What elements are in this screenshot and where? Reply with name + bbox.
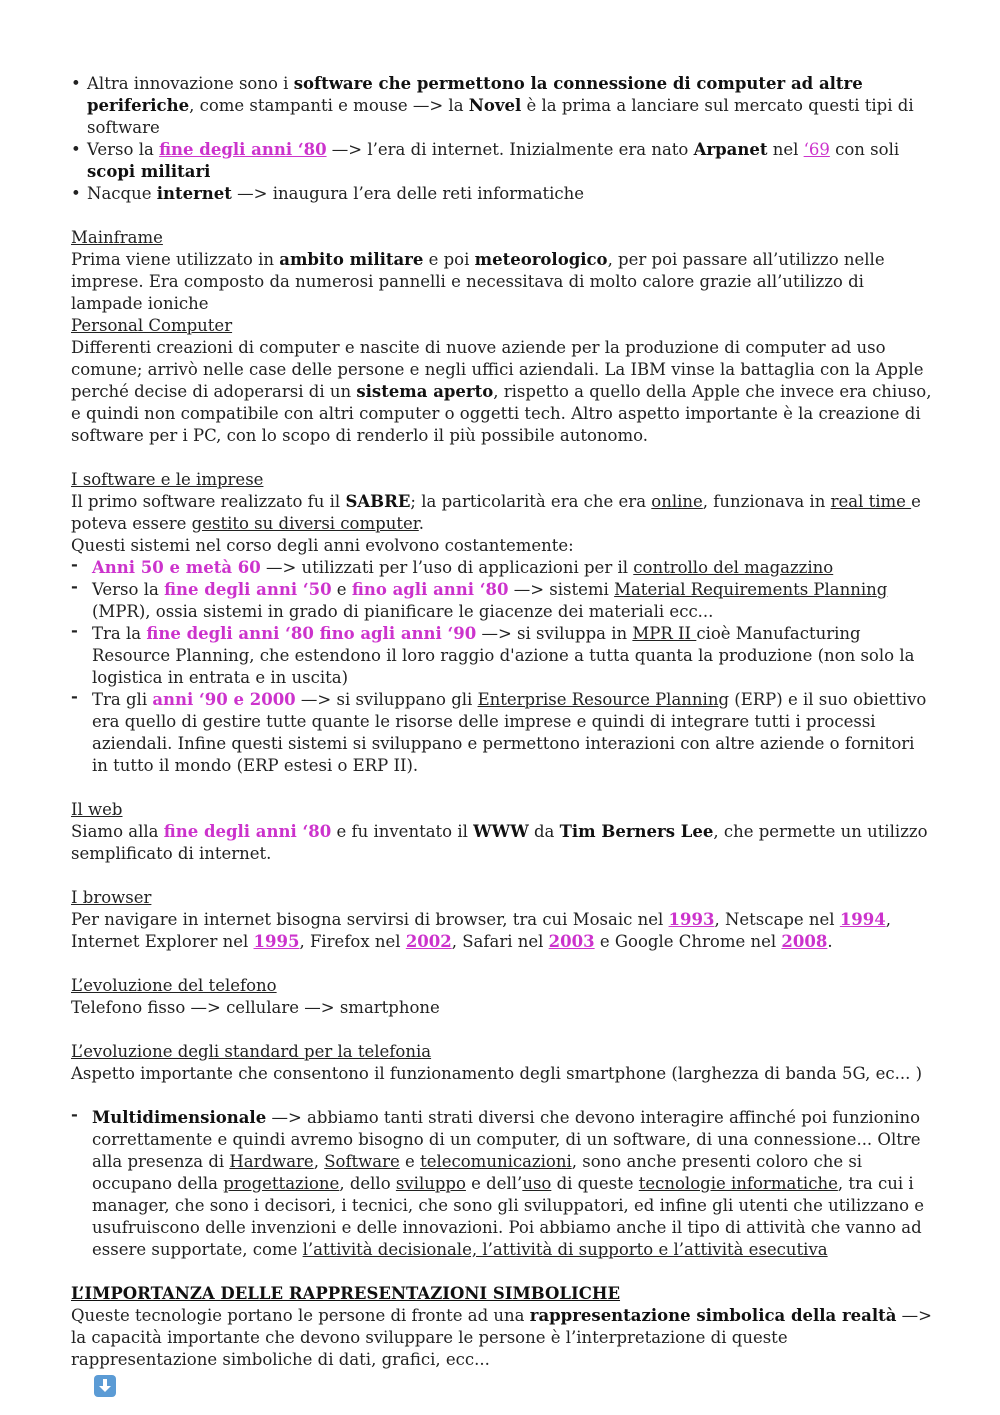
list-item: - Tra la fine degli anni ‘80 fino agli anni ‘90 —> si sviluppa in MPR II cioè Manufacturing Resource Planning, che estendono il loro raggio d'azione a tutta quanta la produzione (non solo la logistica in entrata e in uscita) [71,623,933,689]
paragraph-browser: Per navigare in internet bisogna servirsi di browser, tra cui Mosaic nel 1993, Netscape nel 1994, Internet Explorer nel 1995, Firefox nel 2002, Safari nel 2003 e Google Chrome nel 2008. [71,910,891,951]
section-heading-mainframe: Mainframe [71,228,163,247]
year-link-2003[interactable]: 2003 [548,932,595,951]
section-heading-web: Il web [71,800,123,819]
section-heading-browser: I browser [71,888,152,907]
section-heading-symbolic: L’IMPORTANZA DELLE RAPPRESENTAZIONI SIMBOLICHE [71,1284,621,1303]
section-heading-software: I software e le imprese [71,470,264,489]
document-page [71,73,933,1401]
year-link-1995[interactable]: 1995 [253,932,300,951]
down-arrow-icon [94,1375,116,1397]
paragraph-personal-computer: Differenti creazioni di computer e nascite di nuove aziende per la produzione di computer ad uso comune; arrivò nelle case delle persone e negli uffici aziendali. La IBM vinse la battaglia con la Apple perché decise di adoperarsi di un sistema aperto, rispetto a quello della Apple che invece era chiuso, e quindi non compatibile con altri computer o oggetti tech. Altro aspetto importante è la creazione di software per i PC, con lo scopo di renderlo il più possibile autonomo. [71,338,932,445]
year-link-2002[interactable]: 2002 [405,932,452,951]
paragraph-mainframe: Prima viene utilizzato in ambito militare e poi meteorologico, per poi passare all’utilizzo nelle imprese. Era composto da numerosi pannelli e necessitava di molto calore grazie all’utilizzo di lampade ioniche [71,250,885,313]
paragraph-symbolic: Queste tecnologie portano le persone di fronte ad una rappresentazione simbolica della realtà —> la capacità importante che devono sviluppare le persone è l’interpretazione di queste rappresentazione simboliche di dati, grafici, ecc... [71,1306,933,1369]
list-item: - Anni 50 e metà 60 —> utilizzati per l’uso di applicazioni per il controllo del magazzino [71,557,933,579]
paragraph-software: Il primo software realizzato fu il SABRE; la particolarità era che era online, funzionava in real time e poteva essere gestito su diversi computer. [71,492,921,533]
software-evolution-list [71,557,933,777]
year-link-2008[interactable]: 2008 [781,932,828,951]
list-item: • Altra innovazione sono i software che permettono la connessione di computer ad altre periferiche, come stampanti e mouse —> la Novel è la prima a lanciare sul mercato questi tipi di software [71,73,933,139]
year-link-1994[interactable]: 1994 [839,910,886,929]
section-heading-personal-computer: Personal Computer [71,316,233,335]
paragraph-standards: Aspetto importante che consentono il funzionamento degli smartphone (larghezza di banda 5G, ec... ) [71,1064,923,1083]
section-heading-standards: L’evoluzione degli standard per la telefonia [71,1042,432,1061]
intro-bullet-list [71,73,933,205]
list-item: - Verso la fine degli anni ‘50 e fino agli anni ‘80 —> sistemi Material Requirements Planning (MPR), ossia sistemi in grado di pianificare le giacenze dei materiali ecc... [71,579,933,623]
link-69[interactable]: ‘69 [803,140,830,159]
paragraph-software-evolution: Questi sistemi nel corso degli anni evolvono costantemente: [71,536,574,555]
list-item: • Verso la fine degli anni ‘80 —> l’era di internet. Inizialmente era nato Arpanet nel ‘69 con soli scopi militari [71,139,933,183]
list-item: • Nacque internet —> inaugura l’era delle reti informatiche [71,183,933,205]
multidimensional-list [71,1107,933,1261]
list-item: - Multidimensionale —> abbiamo tanti strati diversi che devono interagire affinché poi funzionino correttamente e quindi avremo bisogno di un computer, di un software, di una connessione... Oltre alla presenza di Hardware, Software e telecomunicazioni, sono anche presenti coloro che si occupano della progettazione, dello sviluppo e dell’uso di queste tecnologie informatiche, tra cui i manager, che sono i decisori, i tecnici, che sono gli sviluppatori, ed infine gli utenti che utilizzano e usufruiscono delle invenzioni e delle innovazioni. Poi abbiamo anche il tipo di attività che vanno ad essere supportate, come l’attività decisionale, l’attività di supporto e l’attività esecutiva [71,1107,933,1261]
year-link-1993[interactable]: 1993 [668,910,715,929]
section-heading-phone: L’evoluzione del telefono [71,976,277,995]
link-fine-anni-80[interactable]: fine degli anni ‘80 [159,140,327,159]
paragraph-web: Siamo alla fine degli anni ‘80 e fu inventato il WWW da Tim Berners Lee, che permette un utilizzo semplificato di internet. [71,822,928,863]
paragraph-phone: Telefono fisso —> cellulare —> smartphone [71,998,440,1017]
list-item: - Tra gli anni ‘90 e 2000 —> si sviluppano gli Enterprise Resource Planning (ERP) e il suo obiettivo era quello di gestire tutte quante le risorse delle imprese e quindi di integrare tutti i processi aziendali. Infine questi sistemi si sviluppano e permettono interazioni con altre aziende o fornitori in tutto il mondo (ERP estesi o ERP II). [71,689,933,777]
